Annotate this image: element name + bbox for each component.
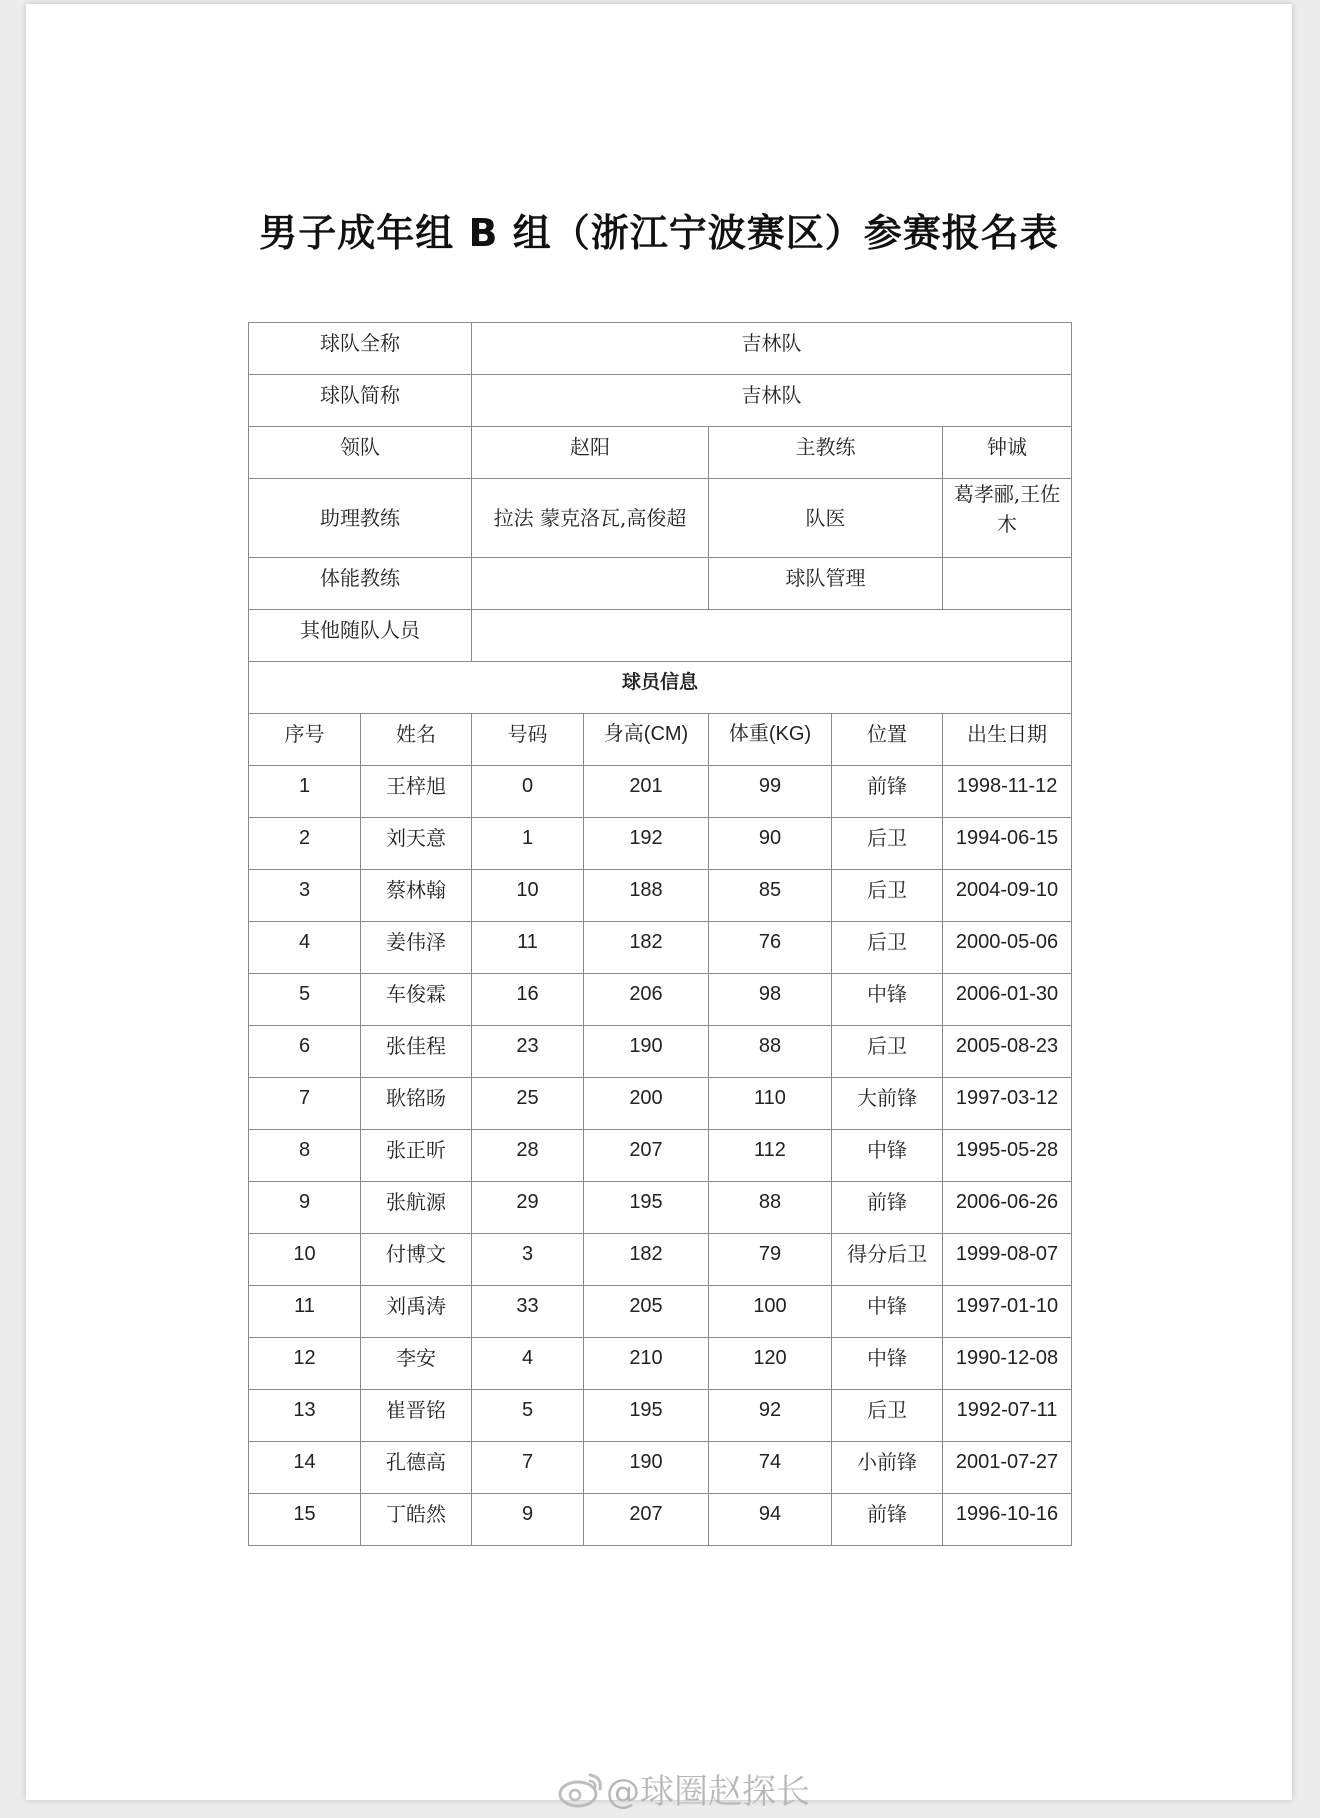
player-height: 206 (584, 974, 709, 1026)
player-height: 207 (584, 1130, 709, 1182)
player-number: 11 (472, 922, 584, 974)
player-weight: 85 (709, 870, 832, 922)
player-position: 得分后卫 (832, 1234, 943, 1286)
player-number: 29 (472, 1182, 584, 1234)
player-number: 23 (472, 1026, 584, 1078)
player-name: 车俊霖 (361, 974, 472, 1026)
player-birthdate: 2001-07-27 (943, 1442, 1072, 1494)
table-row (249, 974, 1072, 1026)
player-name: 孔德高 (361, 1442, 472, 1494)
player-index: 13 (249, 1390, 361, 1442)
player-name: 付博文 (361, 1234, 472, 1286)
player-index: 12 (249, 1338, 361, 1390)
player-name: 丁皓然 (361, 1494, 472, 1546)
player-weight: 94 (709, 1494, 832, 1546)
player-number: 5 (472, 1390, 584, 1442)
player-birthdate: 1990-12-08 (943, 1338, 1072, 1390)
player-position: 小前锋 (832, 1442, 943, 1494)
player-position: 中锋 (832, 1338, 943, 1390)
player-index: 4 (249, 922, 361, 974)
player-index: 14 (249, 1442, 361, 1494)
team-management-value (943, 558, 1072, 610)
player-height: 195 (584, 1182, 709, 1234)
column-header: 身高(CM) (584, 714, 709, 766)
leader-label: 领队 (249, 427, 472, 479)
player-number: 10 (472, 870, 584, 922)
player-position: 前锋 (832, 766, 943, 818)
player-weight: 98 (709, 974, 832, 1026)
player-height: 210 (584, 1338, 709, 1390)
player-number: 0 (472, 766, 584, 818)
head-coach-label: 主教练 (709, 427, 943, 479)
player-index: 6 (249, 1026, 361, 1078)
player-index: 5 (249, 974, 361, 1026)
table-row (249, 1286, 1072, 1338)
player-name: 王梓旭 (361, 766, 472, 818)
player-height: 182 (584, 922, 709, 974)
player-number: 3 (472, 1234, 584, 1286)
column-header: 出生日期 (943, 714, 1072, 766)
player-birthdate: 1999-08-07 (943, 1234, 1072, 1286)
player-number: 1 (472, 818, 584, 870)
player-position: 后卫 (832, 818, 943, 870)
player-weight: 88 (709, 1182, 832, 1234)
player-birthdate: 2004-09-10 (943, 870, 1072, 922)
leader-value: 赵阳 (472, 427, 709, 479)
player-position: 后卫 (832, 1390, 943, 1442)
player-birthdate: 2005-08-23 (943, 1026, 1072, 1078)
row-fitness (249, 558, 1072, 610)
table-row (249, 1234, 1072, 1286)
player-weight: 74 (709, 1442, 832, 1494)
player-index: 2 (249, 818, 361, 870)
player-name: 姜伟泽 (361, 922, 472, 974)
fitness-coach-label: 体能教练 (249, 558, 472, 610)
player-weight: 110 (709, 1078, 832, 1130)
column-header: 序号 (249, 714, 361, 766)
table-row (249, 1026, 1072, 1078)
player-weight: 120 (709, 1338, 832, 1390)
table-row (249, 766, 1072, 818)
registration-form-table (248, 322, 1072, 1546)
column-header: 体重(KG) (709, 714, 832, 766)
player-index: 8 (249, 1130, 361, 1182)
watermark-text: @球圈赵探长 (606, 1772, 810, 1812)
row-assistant (249, 479, 1072, 558)
watermark (556, 1764, 810, 1812)
player-position: 中锋 (832, 1130, 943, 1182)
player-number: 25 (472, 1078, 584, 1130)
player-weight: 100 (709, 1286, 832, 1338)
players-section-title: 球员信息 (249, 662, 1072, 714)
row-team-short-name (249, 375, 1072, 427)
player-birthdate: 1997-03-12 (943, 1078, 1072, 1130)
table-row (249, 1078, 1072, 1130)
player-number: 9 (472, 1494, 584, 1546)
head-coach-value: 钟诚 (943, 427, 1072, 479)
player-name: 张佳程 (361, 1026, 472, 1078)
player-weight: 112 (709, 1130, 832, 1182)
player-height: 205 (584, 1286, 709, 1338)
table-row (249, 1182, 1072, 1234)
player-birthdate: 1998-11-12 (943, 766, 1072, 818)
row-leader (249, 427, 1072, 479)
other-staff-value (472, 610, 1072, 662)
player-weight: 79 (709, 1234, 832, 1286)
player-position: 中锋 (832, 974, 943, 1026)
team-management-label: 球队管理 (709, 558, 943, 610)
player-birthdate: 1997-01-10 (943, 1286, 1072, 1338)
table-row (249, 818, 1072, 870)
player-name: 张航源 (361, 1182, 472, 1234)
player-index: 9 (249, 1182, 361, 1234)
player-index: 1 (249, 766, 361, 818)
player-height: 200 (584, 1078, 709, 1130)
player-name: 刘禹涛 (361, 1286, 472, 1338)
player-height: 190 (584, 1026, 709, 1078)
player-index: 7 (249, 1078, 361, 1130)
table-row (249, 1494, 1072, 1546)
player-weight: 92 (709, 1390, 832, 1442)
player-number: 28 (472, 1130, 584, 1182)
assistant-coach-value: 拉法 蒙克洛瓦,高俊超 (472, 479, 709, 558)
player-position: 后卫 (832, 1026, 943, 1078)
player-position: 前锋 (832, 1182, 943, 1234)
team-doctor-value: 葛孝郦,王佐木 (943, 479, 1072, 558)
player-height: 188 (584, 870, 709, 922)
player-name: 蔡林翰 (361, 870, 472, 922)
player-birthdate: 1996-10-16 (943, 1494, 1072, 1546)
column-header: 姓名 (361, 714, 472, 766)
row-others (249, 610, 1072, 662)
document-page (26, 4, 1292, 1812)
player-name: 崔晋铭 (361, 1390, 472, 1442)
row-team-full-name (249, 323, 1072, 375)
table-row (249, 870, 1072, 922)
column-header: 位置 (832, 714, 943, 766)
team-short-name-label: 球队简称 (249, 375, 472, 427)
weibo-icon (556, 1769, 606, 1809)
team-full-name-value: 吉林队 (472, 323, 1072, 375)
fitness-coach-value (472, 558, 709, 610)
team-short-name-value: 吉林队 (472, 375, 1072, 427)
player-position: 中锋 (832, 1286, 943, 1338)
player-position: 大前锋 (832, 1078, 943, 1130)
player-name: 张正昕 (361, 1130, 472, 1182)
player-height: 195 (584, 1390, 709, 1442)
player-weight: 90 (709, 818, 832, 870)
player-weight: 88 (709, 1026, 832, 1078)
player-index: 3 (249, 870, 361, 922)
player-height: 201 (584, 766, 709, 818)
table-row (249, 922, 1072, 974)
team-full-name-label: 球队全称 (249, 323, 472, 375)
player-number: 16 (472, 974, 584, 1026)
player-position: 后卫 (832, 922, 943, 974)
player-weight: 76 (709, 922, 832, 974)
player-position: 后卫 (832, 870, 943, 922)
assistant-coach-label: 助理教练 (249, 479, 472, 558)
player-height: 182 (584, 1234, 709, 1286)
team-doctor-label: 队医 (709, 479, 943, 558)
player-birthdate: 2000-05-06 (943, 922, 1072, 974)
other-staff-label: 其他随队人员 (249, 610, 472, 662)
column-header: 号码 (472, 714, 584, 766)
player-index: 15 (249, 1494, 361, 1546)
player-weight: 99 (709, 766, 832, 818)
player-height: 190 (584, 1442, 709, 1494)
table-row (249, 1338, 1072, 1390)
player-name: 耿铭旸 (361, 1078, 472, 1130)
player-number: 4 (472, 1338, 584, 1390)
player-index: 10 (249, 1234, 361, 1286)
player-height: 207 (584, 1494, 709, 1546)
row-players-section (249, 662, 1072, 714)
player-height: 192 (584, 818, 709, 870)
player-birthdate: 2006-06-26 (943, 1182, 1072, 1234)
player-birthdate: 1992-07-11 (943, 1390, 1072, 1442)
table-row (249, 1390, 1072, 1442)
player-birthdate: 1995-05-28 (943, 1130, 1072, 1182)
player-name: 李安 (361, 1338, 472, 1390)
players-header-row (249, 714, 1072, 766)
player-index: 11 (249, 1286, 361, 1338)
player-birthdate: 1994-06-15 (943, 818, 1072, 870)
player-birthdate: 2006-01-30 (943, 974, 1072, 1026)
player-name: 刘天意 (361, 818, 472, 870)
table-row (249, 1442, 1072, 1494)
table-row (249, 1130, 1072, 1182)
player-position: 前锋 (832, 1494, 943, 1546)
page-title: 男子成年组 B 组（浙江宁波赛区）参赛报名表 (259, 211, 1059, 255)
player-number: 33 (472, 1286, 584, 1338)
player-number: 7 (472, 1442, 584, 1494)
